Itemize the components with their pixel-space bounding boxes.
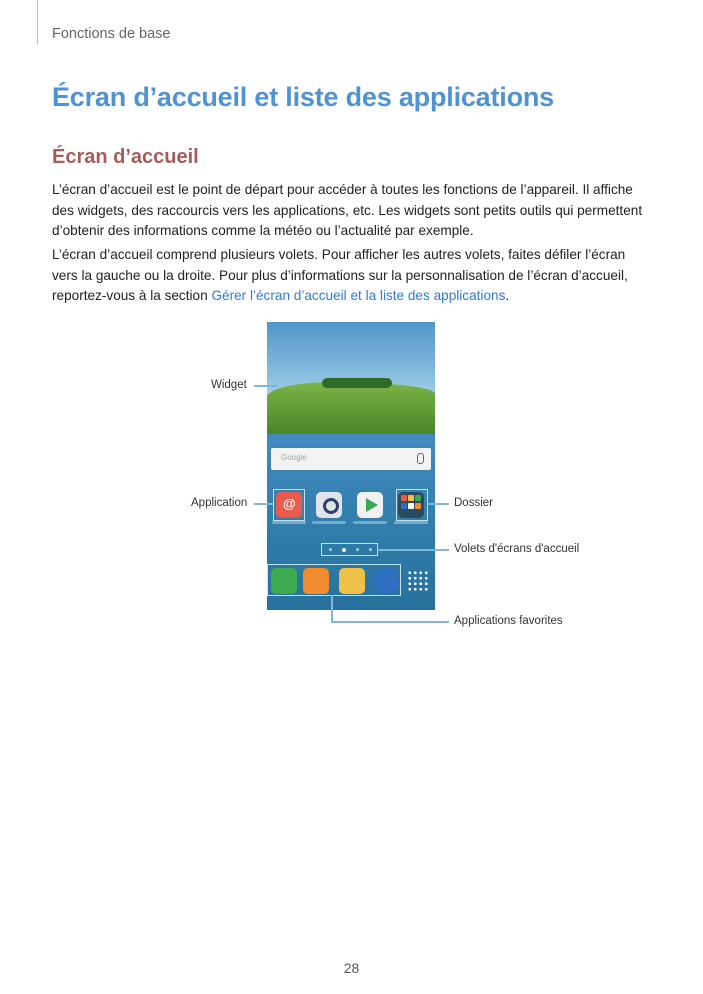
- running-header: Fonctions de base: [52, 26, 171, 42]
- panels-callout-line: [377, 549, 449, 551]
- application-highlight: [273, 489, 305, 521]
- paragraph-panels: [52, 245, 652, 307]
- apps-grid-icon: [407, 570, 429, 592]
- panels-callout-label: Volets d'écrans d'accueil: [454, 543, 580, 555]
- favorites-callout-line: [331, 621, 449, 623]
- play-store-app-icon: [357, 492, 383, 518]
- application-callout-label: Application: [191, 497, 248, 509]
- header-rule: [37, 0, 38, 44]
- google-logo: Google: [281, 453, 307, 462]
- paragraph-panels-text: L’écran d’accueil comprend plusieurs volets. Pour afficher les autres volets, faites défiler l’écran vers la gauche ou la droite. Pour plus d’informations sur la personnalisation de l’écran d’accueil, reportez-vous à la section: [52, 247, 628, 303]
- widget-callout-line: [254, 385, 278, 387]
- paragraph-panels-end: .: [505, 288, 510, 303]
- application-callout-line: [254, 503, 273, 505]
- app-label-placeholder: [353, 521, 387, 524]
- manage-home-screen-link[interactable]: Gérer l’écran d’accueil et la liste des applications: [211, 288, 506, 303]
- widget-callout-label: Widget: [211, 379, 247, 391]
- paragraph-intro: L’écran d’accueil est le point de départ pour accéder à toutes les fonctions de l’appareil. Il affiche des widgets, des raccourcis vers les applications, etc. Les widgets sont petits outils qui permettent d’obtenir des informations comme la météo ou l’actualité par exemple.: [52, 182, 643, 238]
- favorites-callout-line-vertical: [331, 595, 333, 621]
- folder-callout-label: Dossier: [454, 497, 493, 509]
- camera-app-icon: [316, 492, 342, 518]
- microphone-icon: [417, 453, 424, 464]
- favorites-highlight: [267, 564, 401, 596]
- widget-landscape-trees: [322, 378, 392, 388]
- app-label-placeholder: [394, 521, 428, 524]
- google-search-widget: [271, 448, 431, 470]
- folder-highlight: [396, 489, 428, 521]
- page-number: 28: [343, 960, 360, 976]
- app-label-placeholder: [312, 521, 346, 524]
- section-subtitle: Écran d’accueil: [52, 146, 199, 168]
- panels-highlight: [321, 543, 378, 556]
- page-title: Écran d’accueil et liste des applications: [52, 82, 554, 112]
- app-label-placeholder: [272, 521, 306, 524]
- favorites-callout-label: Applications favorites: [454, 615, 563, 627]
- widget-landscape-hill: [267, 382, 435, 434]
- folder-callout-line: [427, 503, 449, 505]
